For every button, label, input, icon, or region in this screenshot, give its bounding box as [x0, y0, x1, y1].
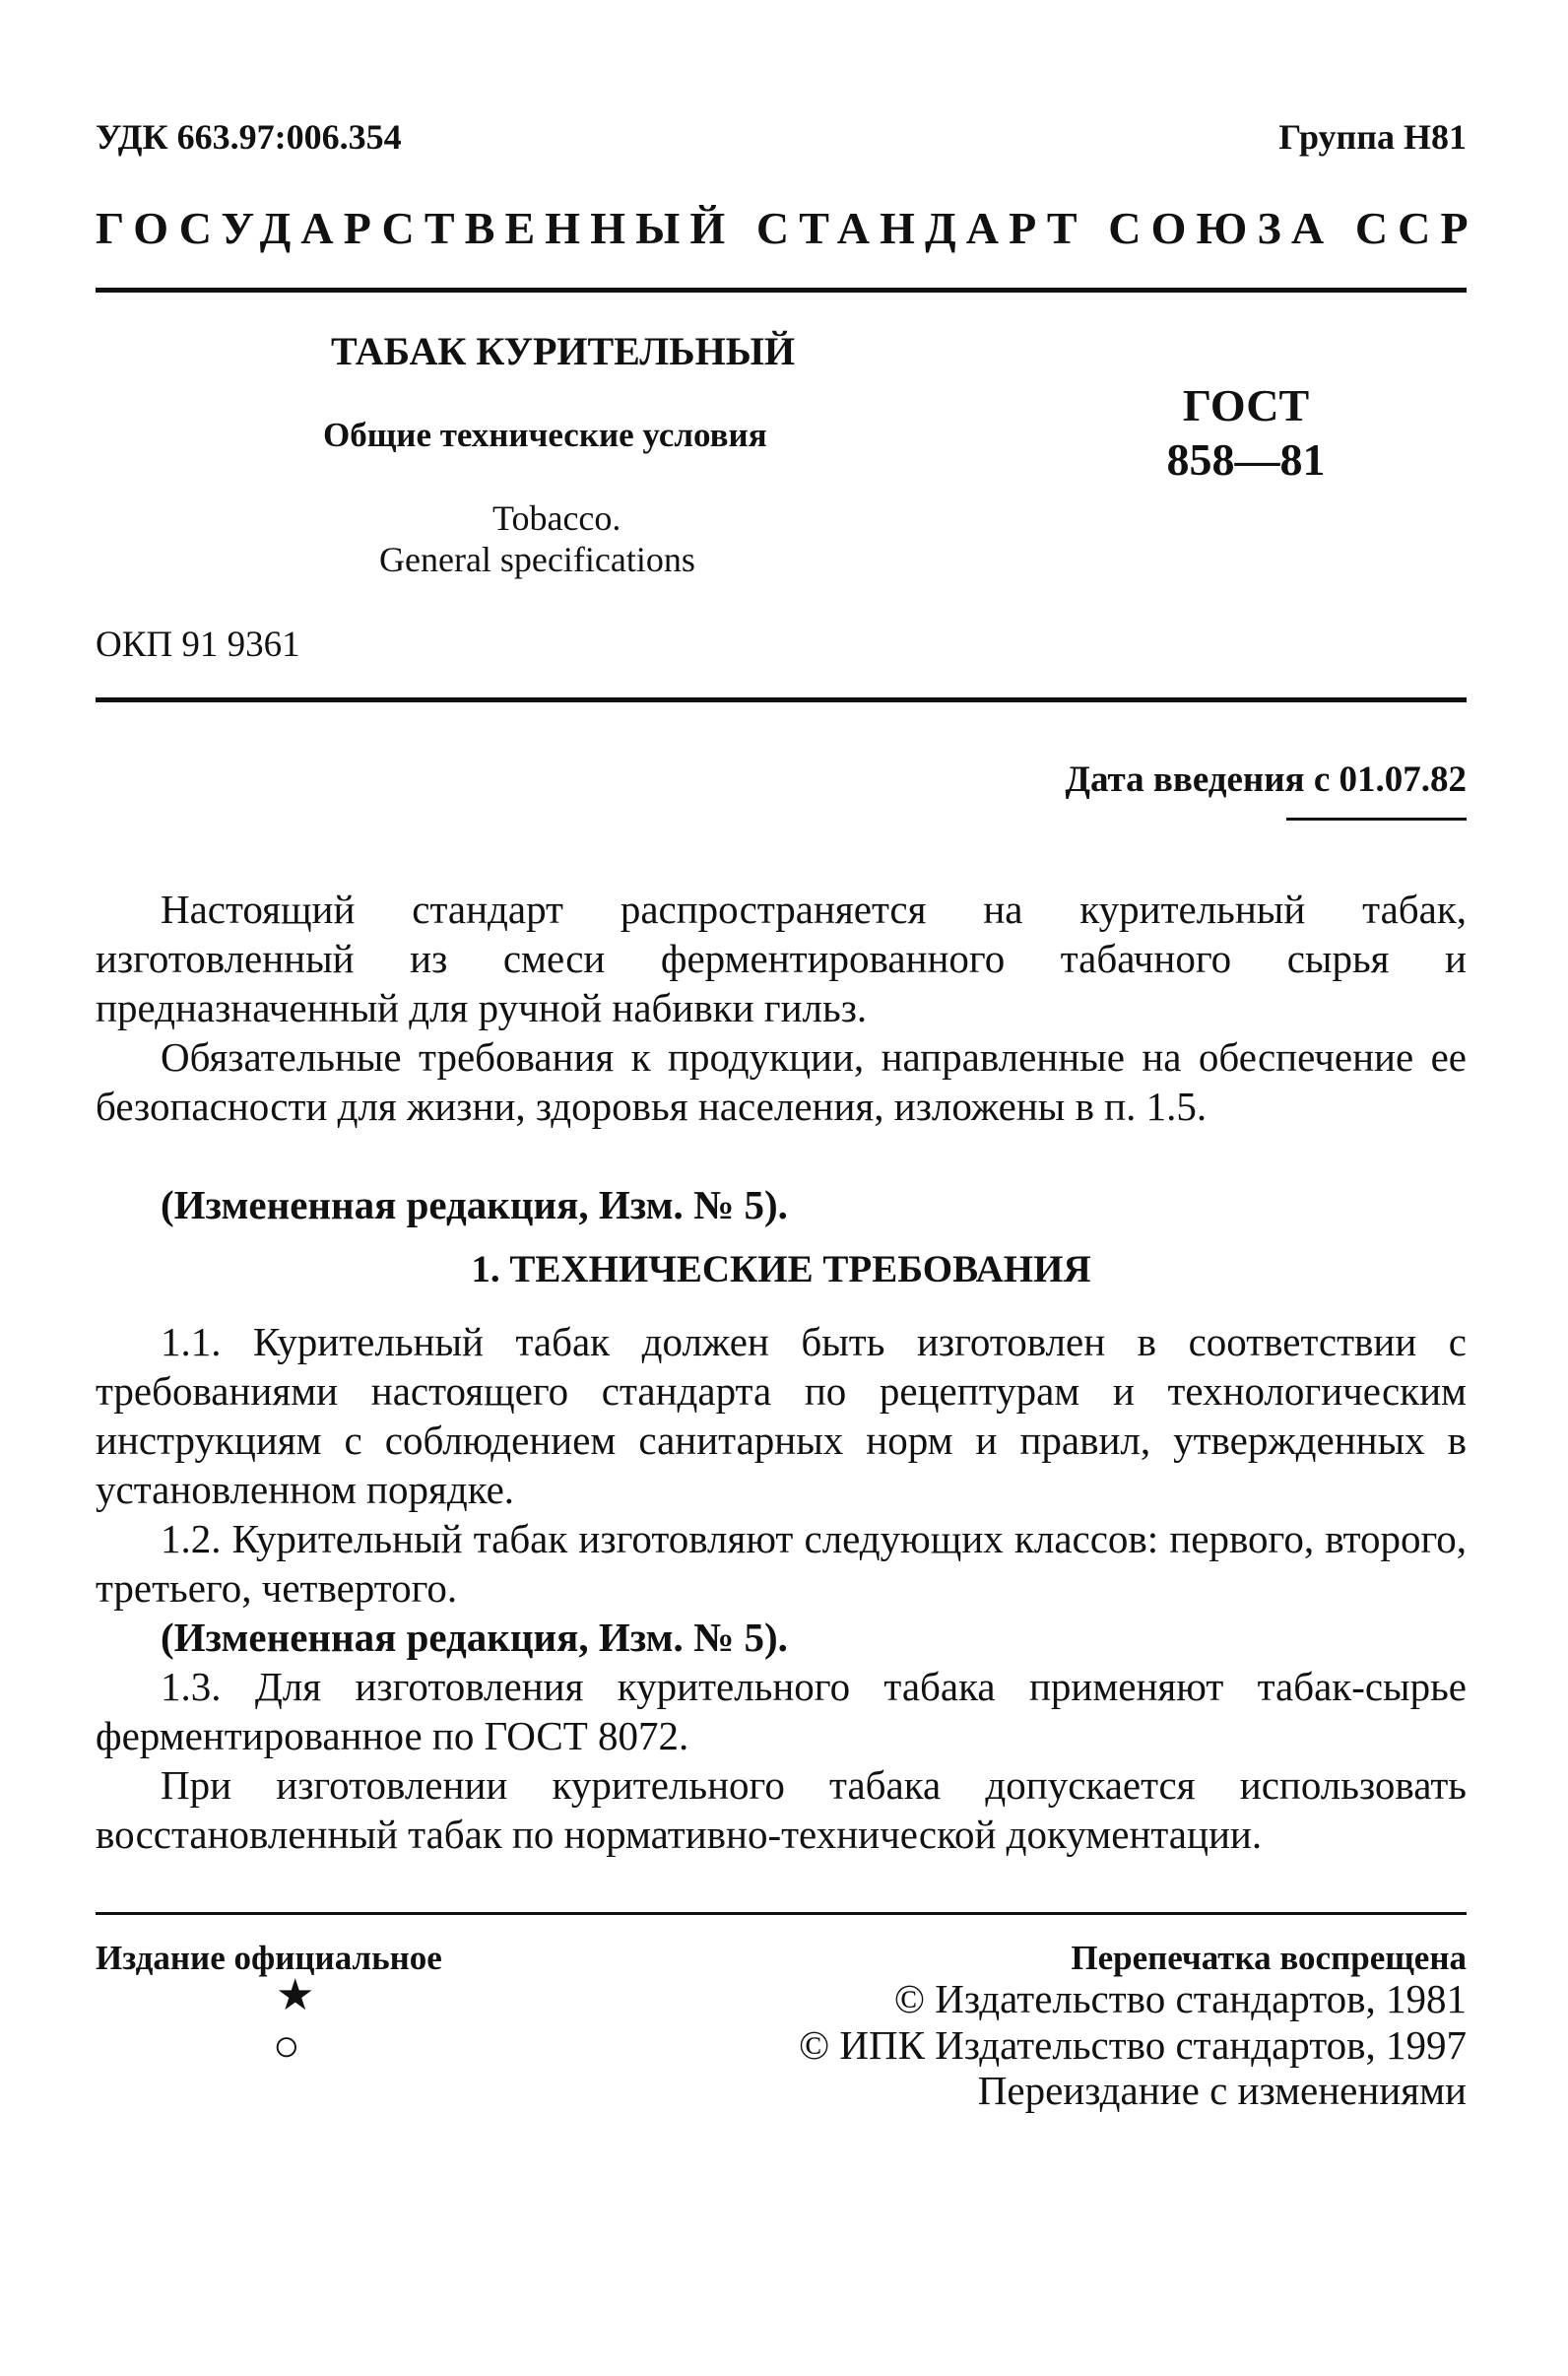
english-title-line2: General specifications — [379, 540, 695, 579]
reprint-prohibited-label: Перепечатка воспрещена — [1071, 1939, 1467, 1977]
title-block-divider — [96, 697, 1467, 702]
clause-1-1: 1.1. Курительный табак должен быть изготовлен в соответствии с требованиями настоящего стандарта по рецептурам и технологическим инструкциям с соблюдением санитарных норм и правил, утвержденных в установленном порядке. — [96, 1319, 1467, 1512]
paragraph-scope: Настоящий стандарт распространяется на курительный табак, изготовленный из смеси ферментированного табачного сырья и предназначенный для ручной набивки гильз. — [96, 887, 1467, 1030]
reissue-note: Переиздание с изменениями — [977, 2068, 1467, 2113]
clause-1-2: 1.2. Курительный табак изготовляют следующих классов: первого, второго, третьего, четвертого. — [96, 1516, 1467, 1611]
udk-code: УДК 663.97:006.354 — [96, 117, 402, 157]
document-subtitle: Общие технические условия — [323, 416, 767, 454]
okp-code: ОКП 91 9361 — [96, 625, 300, 665]
footer-divider — [96, 1912, 1467, 1915]
clause-1-3-addendum: При изготовлении курительного табака допускается использовать восстановленный табак по нормативно-технической документации. — [96, 1762, 1467, 1857]
state-standard-heading: ГОСУДАРСТВЕННЫЙ СТАНДАРТ СОЮЗА ССР — [96, 203, 1478, 253]
document-title: ТАБАК КУРИТЕЛЬНЫЙ — [331, 329, 796, 373]
star-icon: ★ — [276, 1971, 315, 2019]
copyright-1997: © ИПК Издательство стандартов, 1997 — [798, 2022, 1467, 2068]
group-code: Группа Н81 — [1278, 117, 1467, 157]
official-edition-label: Издание официальное — [96, 1939, 442, 1977]
gost-label: ГОСТ — [1182, 380, 1310, 430]
paragraph-mandatory-requirements: Обязательные требования к продукции, направленные на обеспечение ее безопасности для жизни, здоровья населения, изложены в п. 1.5. — [96, 1034, 1467, 1129]
section-heading: 1. ТЕХНИЧЕСКИЕ ТРЕБОВАНИЯ — [471, 1248, 1091, 1290]
amendment-note-1: (Измененная редакция, Изм. № 5). — [161, 1182, 788, 1227]
amendment-note-2: (Измененная редакция, Изм. № 5). — [161, 1615, 788, 1660]
date-underline — [1286, 818, 1467, 821]
clause-1-3: 1.3. Для изготовления курительного табака применяют табак-сырье ферментированное по ГОСТ 8072. — [96, 1664, 1467, 1758]
copyright-1981: © Издательство стандартов, 1981 — [893, 1976, 1467, 2021]
gost-number: 858—81 — [1166, 434, 1326, 485]
introduction-date: Дата введения с 01.07.82 — [1065, 759, 1467, 800]
header-divider — [96, 288, 1467, 293]
circle-icon: ○ — [273, 2020, 300, 2071]
english-title-line1: Tobacco. — [492, 498, 621, 538]
